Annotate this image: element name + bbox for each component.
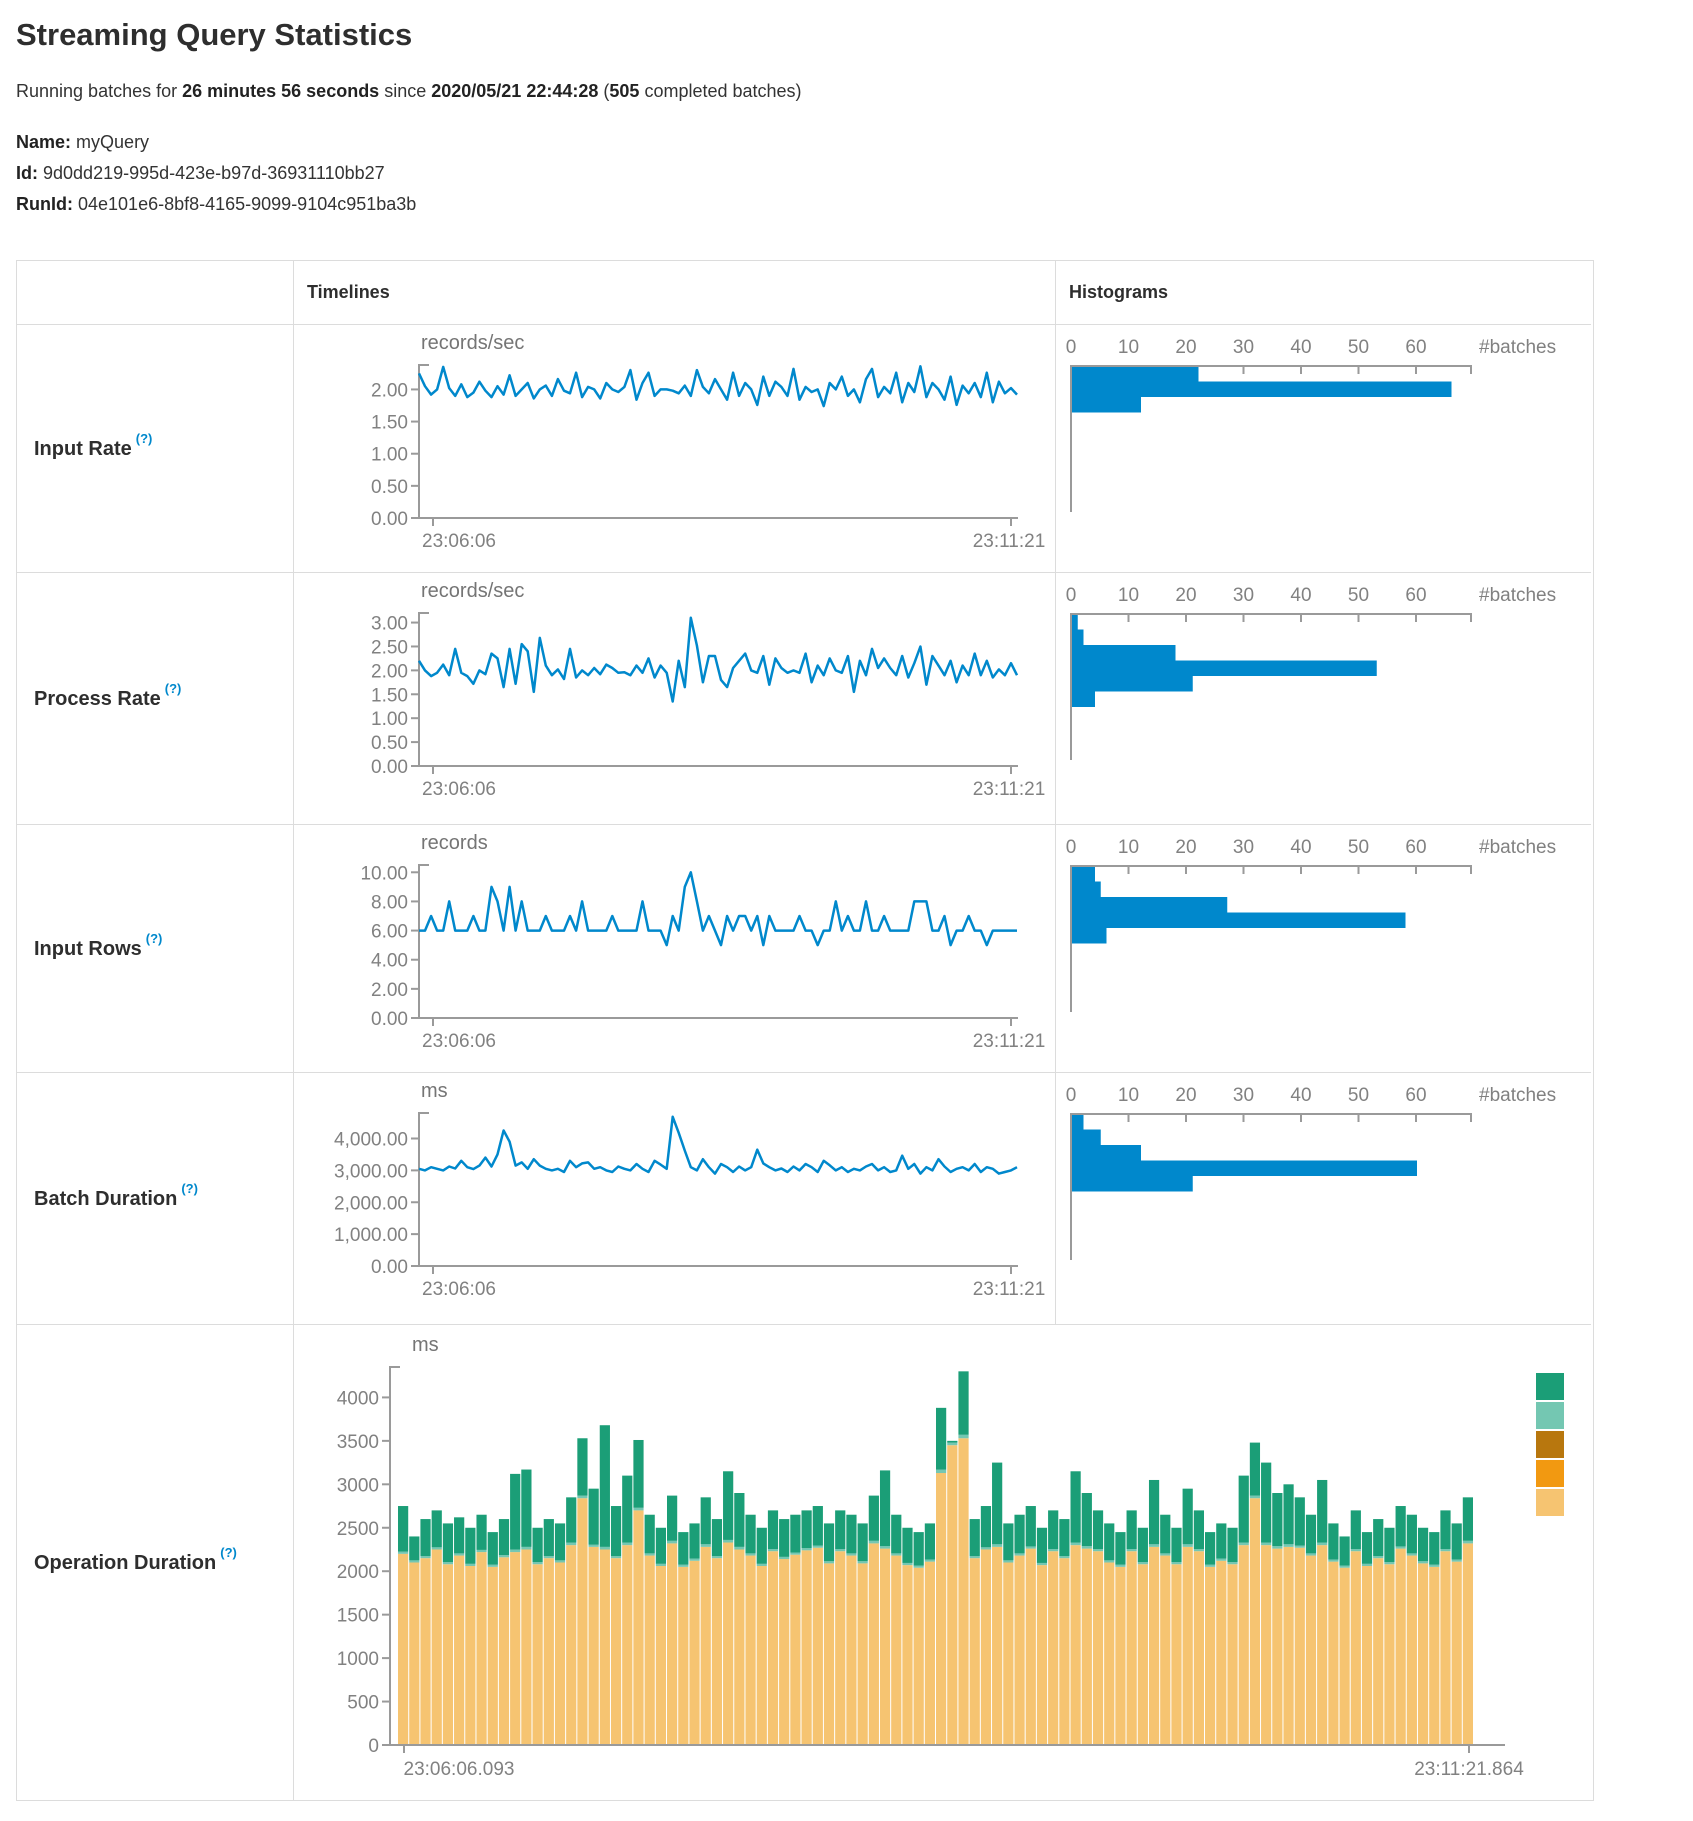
input-rows-timeline-cell [294,825,1056,1073]
svg-text:1.00: 1.00 [371,709,408,731]
svg-text:10: 10 [1117,337,1140,358]
svg-text:ms: ms [412,1334,439,1356]
operation-duration-legend [1536,1373,1564,1516]
timelines-column-header: Timelines [294,261,1056,325]
svg-text:30: 30 [1232,1085,1255,1106]
running-prefix: Running batches for [16,81,183,101]
legend-swatch-4 [1536,1489,1564,1516]
svg-text:1500: 1500 [336,1605,379,1627]
query-runid-value: 04e101e6-8bf8-4165-9099-9104c951ba3b [78,194,417,214]
svg-text:30: 30 [1232,585,1255,606]
operation-duration-stacked-chart [294,1325,1589,1798]
process-rate-timeline-cell [294,573,1056,825]
svg-text:2.00: 2.00 [371,979,408,1001]
corner-header-cell [17,261,294,325]
histograms-column-header: Histograms [1056,261,1591,325]
query-meta [16,127,1693,220]
input-rows-histogram-chart [1056,825,1589,1071]
svg-text:50: 50 [1347,1085,1370,1106]
svg-text:23:11:21: 23:11:21 [972,1031,1046,1052]
input-rows-timeline-chart [294,825,1054,1071]
svg-text:1.00: 1.00 [371,444,408,466]
svg-text:3000: 3000 [336,1475,379,1497]
svg-text:23:06:06.093: 23:06:06.093 [403,1759,515,1780]
running-batch-count: 505 [609,81,640,101]
svg-text:4000: 4000 [336,1388,379,1410]
svg-text:20: 20 [1175,837,1197,858]
svg-text:1000: 1000 [336,1649,379,1671]
legend-swatch-1 [1536,1402,1564,1429]
svg-text:3500: 3500 [336,1431,379,1453]
running-summary [16,81,1693,102]
svg-text:23:06:06: 23:06:06 [422,1279,496,1300]
input-rows-histogram-cell [1056,825,1591,1073]
batch-duration-timeline-cell [294,1073,1056,1325]
input-rate-histogram-chart [1056,325,1589,571]
page-title: Streaming Query Statistics [16,17,413,52]
svg-text:2,000.00: 2,000.00 [334,1193,408,1215]
legend-swatch-2 [1536,1431,1564,1458]
input-rate-help-icon[interactable]: (?) [135,430,153,446]
legend-swatch-0 [1536,1373,1564,1400]
svg-text:records/sec: records/sec [421,332,525,354]
svg-text:23:11:21: 23:11:21 [972,1279,1046,1300]
svg-text:2000: 2000 [336,1562,379,1584]
running-suffix: completed batches) [639,81,802,101]
row-label-input-rate: Input Rate (?) [17,325,294,573]
running-paren: ( [598,81,610,101]
svg-text:0.00: 0.00 [371,1009,408,1030]
operation-duration-help-icon[interactable]: (?) [220,1544,237,1560]
svg-text:ms: ms [421,1080,448,1102]
svg-text:30: 30 [1232,837,1255,858]
svg-text:2.00: 2.00 [371,380,408,402]
svg-text:2.50: 2.50 [371,637,408,659]
svg-text:2.00: 2.00 [371,661,408,683]
process-rate-timeline-chart [294,573,1054,819]
svg-text:0: 0 [1065,337,1077,358]
svg-text:3.00: 3.00 [371,613,408,635]
svg-text:0: 0 [368,1736,379,1757]
svg-text:500: 500 [347,1692,379,1714]
svg-text:#batches: #batches [1479,1085,1557,1106]
svg-text:23:06:06: 23:06:06 [422,531,496,552]
svg-text:23:11:21: 23:11:21 [972,779,1046,800]
statistics-table [16,260,1594,1801]
query-name-value: myQuery [76,132,150,152]
svg-text:0: 0 [1065,585,1077,606]
svg-text:20: 20 [1175,1085,1197,1106]
svg-text:1.50: 1.50 [371,412,408,434]
svg-text:20: 20 [1175,337,1197,358]
input-rows-help-icon[interactable]: (?) [145,930,163,946]
svg-text:10: 10 [1117,1085,1140,1106]
svg-text:8.00: 8.00 [371,892,408,914]
svg-text:records/sec: records/sec [421,580,525,602]
svg-text:4.00: 4.00 [371,950,408,972]
svg-text:0.00: 0.00 [371,509,408,530]
svg-text:10: 10 [1117,837,1140,858]
svg-text:50: 50 [1347,337,1370,358]
row-label-batch-duration: Batch Duration (?) [17,1073,294,1325]
running-since: 2020/05/21 22:44:28 [431,81,599,101]
svg-text:#batches: #batches [1479,337,1557,358]
query-runid-label: RunId: [16,194,73,214]
batch-duration-help-icon[interactable]: (?) [181,1180,198,1196]
svg-text:20: 20 [1175,585,1197,606]
svg-text:0: 0 [1065,837,1077,858]
query-name-line [16,127,1693,158]
batch-duration-histogram-chart [1056,1073,1589,1319]
batch-duration-histogram-cell [1056,1073,1591,1325]
row-label-input-rows: Input Rows (?) [17,825,294,1073]
svg-text:6.00: 6.00 [371,921,408,943]
svg-text:0.50: 0.50 [371,476,408,498]
operation-duration-chart-cell [294,1325,1591,1800]
svg-text:1.50: 1.50 [371,685,408,707]
svg-text:#batches: #batches [1479,585,1557,606]
query-id-line [16,158,1693,189]
query-name-label: Name: [16,132,72,152]
svg-text:23:06:06: 23:06:06 [422,1031,496,1052]
input-rate-timeline-chart [294,325,1054,571]
svg-text:0.00: 0.00 [371,757,408,778]
svg-text:40: 40 [1290,1085,1312,1106]
svg-text:40: 40 [1290,585,1312,606]
query-id-value: 9d0dd219-995d-423e-b97d-36931110bb27 [43,163,385,183]
svg-text:60: 60 [1405,585,1427,606]
running-mid: since [379,81,432,101]
svg-text:60: 60 [1405,837,1427,858]
svg-text:0: 0 [1065,1085,1077,1106]
svg-text:60: 60 [1405,337,1427,358]
svg-text:2500: 2500 [336,1518,379,1540]
running-duration: 26 minutes 56 seconds [182,81,380,101]
row-label-process-rate: Process Rate (?) [17,573,294,825]
svg-text:30: 30 [1232,337,1255,358]
svg-text:23:11:21.864: 23:11:21.864 [1414,1759,1524,1780]
svg-text:10.00: 10.00 [360,863,408,885]
svg-text:4,000.00: 4,000.00 [334,1129,408,1151]
svg-text:23:06:06: 23:06:06 [422,779,496,800]
process-rate-help-icon[interactable]: (?) [164,680,182,696]
input-rate-histogram-cell [1056,325,1591,573]
svg-text:10: 10 [1117,585,1140,606]
svg-text:3,000.00: 3,000.00 [334,1161,408,1183]
svg-text:records: records [421,832,488,854]
svg-text:40: 40 [1290,337,1312,358]
svg-text:#batches: #batches [1479,837,1557,858]
svg-text:40: 40 [1290,837,1312,858]
svg-text:0.00: 0.00 [371,1257,408,1278]
svg-text:23:11:21: 23:11:21 [972,531,1046,552]
query-runid-line [16,189,1693,220]
process-rate-histogram-chart [1056,573,1589,819]
svg-text:1,000.00: 1,000.00 [334,1225,408,1247]
svg-text:0.50: 0.50 [371,733,408,755]
svg-text:50: 50 [1347,837,1370,858]
row-label-operation-duration: Operation Duration (?) [17,1325,294,1800]
input-rate-timeline-cell [294,325,1056,573]
legend-swatch-3 [1536,1460,1564,1487]
query-id-label: Id: [16,163,38,183]
svg-text:60: 60 [1405,1085,1427,1106]
batch-duration-timeline-chart [294,1073,1054,1319]
svg-text:50: 50 [1347,585,1370,606]
process-rate-histogram-cell [1056,573,1591,825]
